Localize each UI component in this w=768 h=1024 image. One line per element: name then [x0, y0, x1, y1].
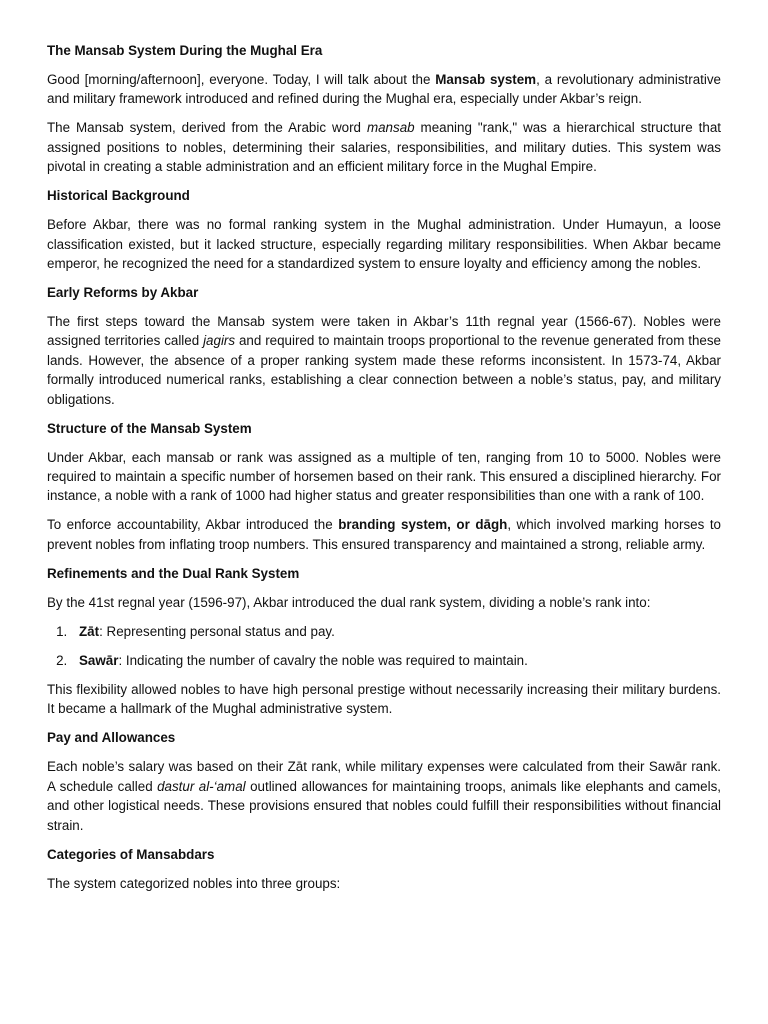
- mansab-system-emphasis: Mansab system: [435, 72, 537, 87]
- structure-paragraph-2: To enforce accountability, Akbar introduced the branding system, or dāgh, which involved marking horses to prevent nobles from inflating troop numbers. This ensured transparency and maintained a strong, reliable army.: [47, 517, 721, 552]
- heading-refinements: Refinements and the Dual Rank System: [47, 565, 300, 581]
- heading-categories: Categories of Mansabdars: [47, 846, 215, 862]
- jagirs-term: jagirs: [203, 333, 236, 349]
- dual-rank-list: [47, 622, 721, 670]
- dastur-term: dastur al-‘amal: [157, 778, 246, 794]
- pay-paragraph: Each noble’s salary was based on their Zāt rank, while military expenses were calculated from their Sawār rank. A schedule called dastur al-‘amal outlined allowances for maintaining troops, animals like elephants and camels, and other logistical needs. These provisions ensured that nobles could fulfill their responsibilities without financial strain.: [47, 759, 721, 833]
- page-title: The Mansab System During the Mughal Era: [47, 43, 323, 58]
- categories-paragraph: The system categorized nobles into three groups:: [47, 875, 341, 891]
- heading-early-reforms: Early Reforms by Akbar: [47, 285, 199, 301]
- heading-historical-background: Historical Background: [47, 188, 190, 204]
- intro-paragraph-1: Good [morning/afternoon], everyone. Today, I will talk about the Mansab system, a revolutionary administrative and military framework introduced and refined during the Mughal era, especially under Akbar’s reign.: [47, 72, 721, 107]
- intro-paragraph-2: The Mansab system, derived from the Arabic word mansab meaning "rank," was a hierarchical structure that assigned positions to nobles, determining their salaries, responsibilities, and military duties. This system was pivotal in creating a stable administration and an efficient military force in the Mughal Empire.: [47, 120, 721, 175]
- structure-paragraph-1: Under Akbar, each mansab or rank was assigned as a multiple of ten, ranging from 10 to 5000. Nobles were required to maintain a specific number of horsemen based on their rank. This ensured a disciplined hierarchy. For instance, a noble with a rank of 1000 had higher status and greater responsibilities than one with a rank of 100.: [47, 449, 721, 504]
- heading-structure: Structure of the Mansab System: [47, 420, 252, 436]
- document-page: [47, 41, 721, 903]
- heading-pay-allowances: Pay and Allowances: [47, 730, 176, 746]
- list-item-sawar: 2. Sawār: Indicating the number of cavalry the noble was required to maintain.: [71, 651, 721, 670]
- branding-system-emphasis: branding system, or dāgh: [338, 517, 508, 533]
- refinements-paragraph-2: This flexibility allowed nobles to have high personal prestige without necessarily increasing their military burdens. It became a hallmark of the Mughal administrative system.: [47, 681, 721, 717]
- list-item-zat: 1. Zāt: Representing personal status and pay.: [71, 622, 721, 641]
- early-reforms-paragraph: The first steps toward the Mansab system were taken in Akbar’s 11th regnal year (1566-67). Nobles were assigned territories called jagirs and required to maintain troops proportional to the revenue generated from these lands. However, the absence of a proper ranking system made these reforms inconsistent. In 1573-74, Akbar formally introduced numerical ranks, establishing a clear connection between a noble’s status, pay, and military obligations.: [47, 314, 721, 407]
- historical-paragraph: Before Akbar, there was no formal ranking system in the Mughal administration. Under Humayun, a loose classification existed, but it lacked structure, especially regarding military responsibilities. When Akbar became emperor, he recognized the need for a standardized system to ensure loyalty and efficiency among the nobles.: [47, 217, 721, 272]
- mansab-term: mansab: [366, 120, 415, 136]
- refinements-paragraph-1: By the 41st regnal year (1596-97), Akbar introduced the dual rank system, dividing a noble’s rank into:: [47, 594, 651, 610]
